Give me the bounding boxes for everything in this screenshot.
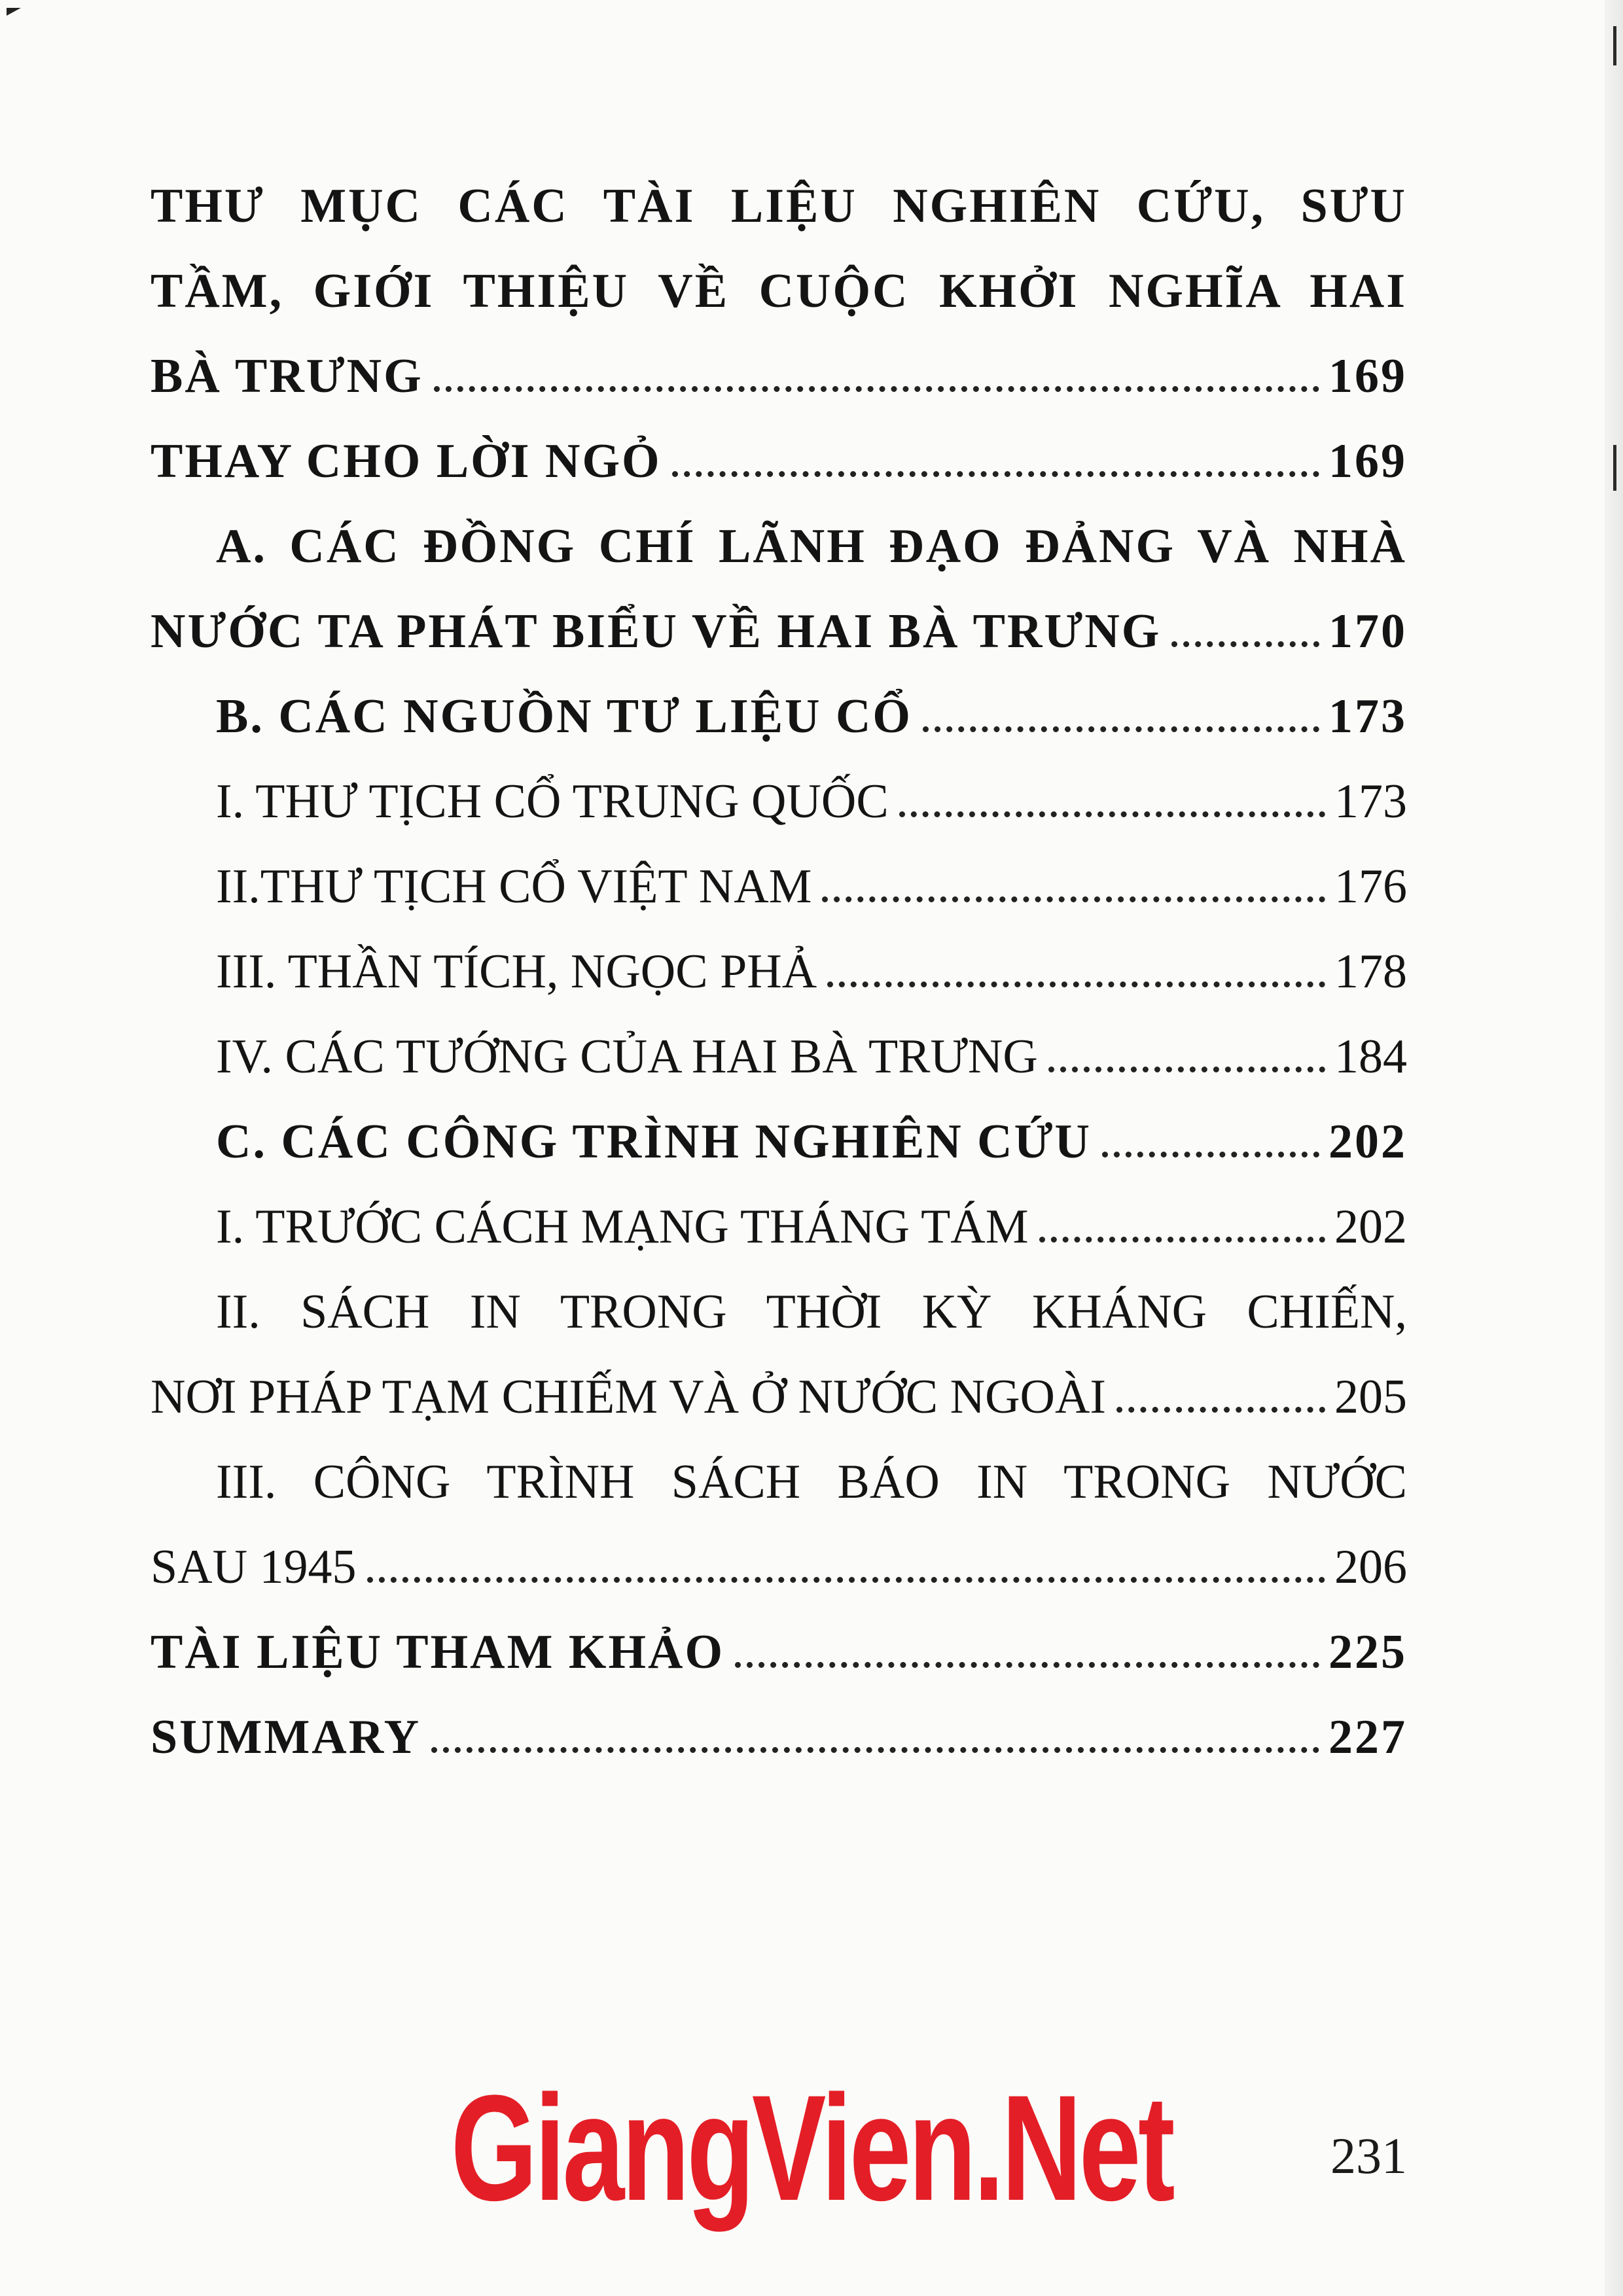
- dot-leader: [434, 386, 1319, 392]
- toc-entry-title: IV. CÁC TƯỚNG CỦA HAI BÀ TRƯNG: [216, 1030, 1038, 1084]
- toc-entry-b-1[interactable]: [151, 759, 1407, 844]
- toc-page-number: 169: [1329, 434, 1407, 488]
- toc-page-number: 227: [1329, 1710, 1407, 1764]
- toc-entry-b-3[interactable]: [151, 929, 1407, 1014]
- toc-entry-summary[interactable]: [151, 1695, 1407, 1780]
- dot-leader: [735, 1662, 1319, 1668]
- watermark-logo: GiangVien.Net: [450, 2064, 1173, 2232]
- toc-entry-c-2[interactable]: [151, 1269, 1407, 1439]
- dot-leader: [923, 726, 1319, 732]
- toc-entry-b-2[interactable]: [151, 844, 1407, 929]
- toc-entry-bibliography[interactable]: [151, 164, 1407, 419]
- toc-page-number: 202: [1329, 1115, 1407, 1169]
- toc-page-number: 202: [1334, 1200, 1407, 1254]
- dot-leader: [1102, 1152, 1319, 1157]
- dot-leader: [431, 1747, 1319, 1753]
- toc-entry-line: III. CÔNG TRÌNH SÁCH BÁO IN TRONG NƯỚC: [216, 1455, 1407, 1509]
- toc-entry-title: BÀ TRƯNG: [151, 349, 423, 403]
- toc-page-number: 173: [1334, 775, 1407, 828]
- page-edge: [1605, 0, 1623, 2296]
- toc-entry-c-3[interactable]: [151, 1439, 1407, 1610]
- dot-leader: [827, 981, 1325, 987]
- dot-leader: [822, 896, 1325, 902]
- edge-mark: [1613, 26, 1616, 65]
- dot-leader: [899, 811, 1325, 817]
- toc-entry-section-a[interactable]: [151, 504, 1407, 674]
- toc-entry-preface[interactable]: [151, 419, 1407, 504]
- toc-entry-title: NƠI PHÁP TẠM CHIẾM VÀ Ở NƯỚC NGOÀI: [151, 1370, 1107, 1424]
- page-number: 231: [1330, 2127, 1407, 2184]
- toc-entry-title: I. TRƯỚC CÁCH MẠNG THÁNG TÁM: [216, 1200, 1029, 1254]
- toc-page-number: 169: [1329, 349, 1407, 403]
- dot-leader: [1039, 1237, 1325, 1243]
- toc-page-number: 206: [1334, 1540, 1407, 1594]
- toc-entry-title: SUMMARY: [151, 1710, 421, 1764]
- dot-leader: [1116, 1407, 1325, 1413]
- toc-entry-title: B. CÁC NGUỒN TƯ LIỆU CỔ: [216, 690, 912, 743]
- toc-page-number: 173: [1329, 690, 1407, 743]
- table-of-contents: [151, 164, 1407, 1780]
- toc-entry-section-c[interactable]: [151, 1099, 1407, 1184]
- dot-leader: [1048, 1067, 1325, 1072]
- toc-entry-line: A. CÁC ĐỒNG CHÍ LÃNH ĐẠO ĐẢNG VÀ NHÀ: [216, 520, 1407, 573]
- scan-corner-mark: [7, 8, 21, 16]
- toc-entry-title: SAU 1945: [151, 1540, 357, 1594]
- toc-entry-c-1[interactable]: [151, 1184, 1407, 1269]
- toc-page-number: 178: [1334, 945, 1407, 998]
- toc-page-number: 176: [1334, 860, 1407, 913]
- toc-entry-title: THAY CHO LỜI NGỎ: [151, 434, 662, 488]
- dot-leader: [1171, 641, 1319, 647]
- toc-entry-section-b[interactable]: [151, 674, 1407, 759]
- toc-entry-title: TÀI LIỆU THAM KHẢO: [151, 1625, 725, 1679]
- toc-entry-title: II.THƯ TỊCH CỔ VIỆT NAM: [216, 860, 812, 913]
- toc-entry-line: THƯ MỤC CÁC TÀI LIỆU NGHIÊN CỨU, SƯU: [151, 179, 1407, 233]
- dot-leader: [367, 1577, 1325, 1583]
- toc-page-number: 170: [1329, 605, 1407, 658]
- edge-mark: [1613, 445, 1616, 491]
- toc-entry-line: TẦM, GIỚI THIỆU VỀ CUỘC KHỞI NGHĨA HAI: [151, 264, 1407, 318]
- toc-page-number: 225: [1329, 1625, 1407, 1679]
- toc-page-number: 205: [1334, 1370, 1407, 1424]
- dot-leader: [672, 471, 1319, 477]
- toc-entry-title: I. THƯ TỊCH CỔ TRUNG QUỐC: [216, 775, 889, 828]
- toc-page-number: 184: [1334, 1030, 1407, 1084]
- toc-entry-title: III. THẦN TÍCH, NGỌC PHẢ: [216, 945, 817, 998]
- toc-entry-title: NƯỚC TA PHÁT BIỂU VỀ HAI BÀ TRƯNG: [151, 605, 1162, 658]
- toc-entry-title: C. CÁC CÔNG TRÌNH NGHIÊN CỨU: [216, 1115, 1092, 1169]
- toc-entry-b-4[interactable]: [151, 1014, 1407, 1099]
- toc-entry-references[interactable]: [151, 1610, 1407, 1695]
- toc-entry-line: II. SÁCH IN TRONG THỜI KỲ KHÁNG CHIẾN,: [216, 1285, 1407, 1339]
